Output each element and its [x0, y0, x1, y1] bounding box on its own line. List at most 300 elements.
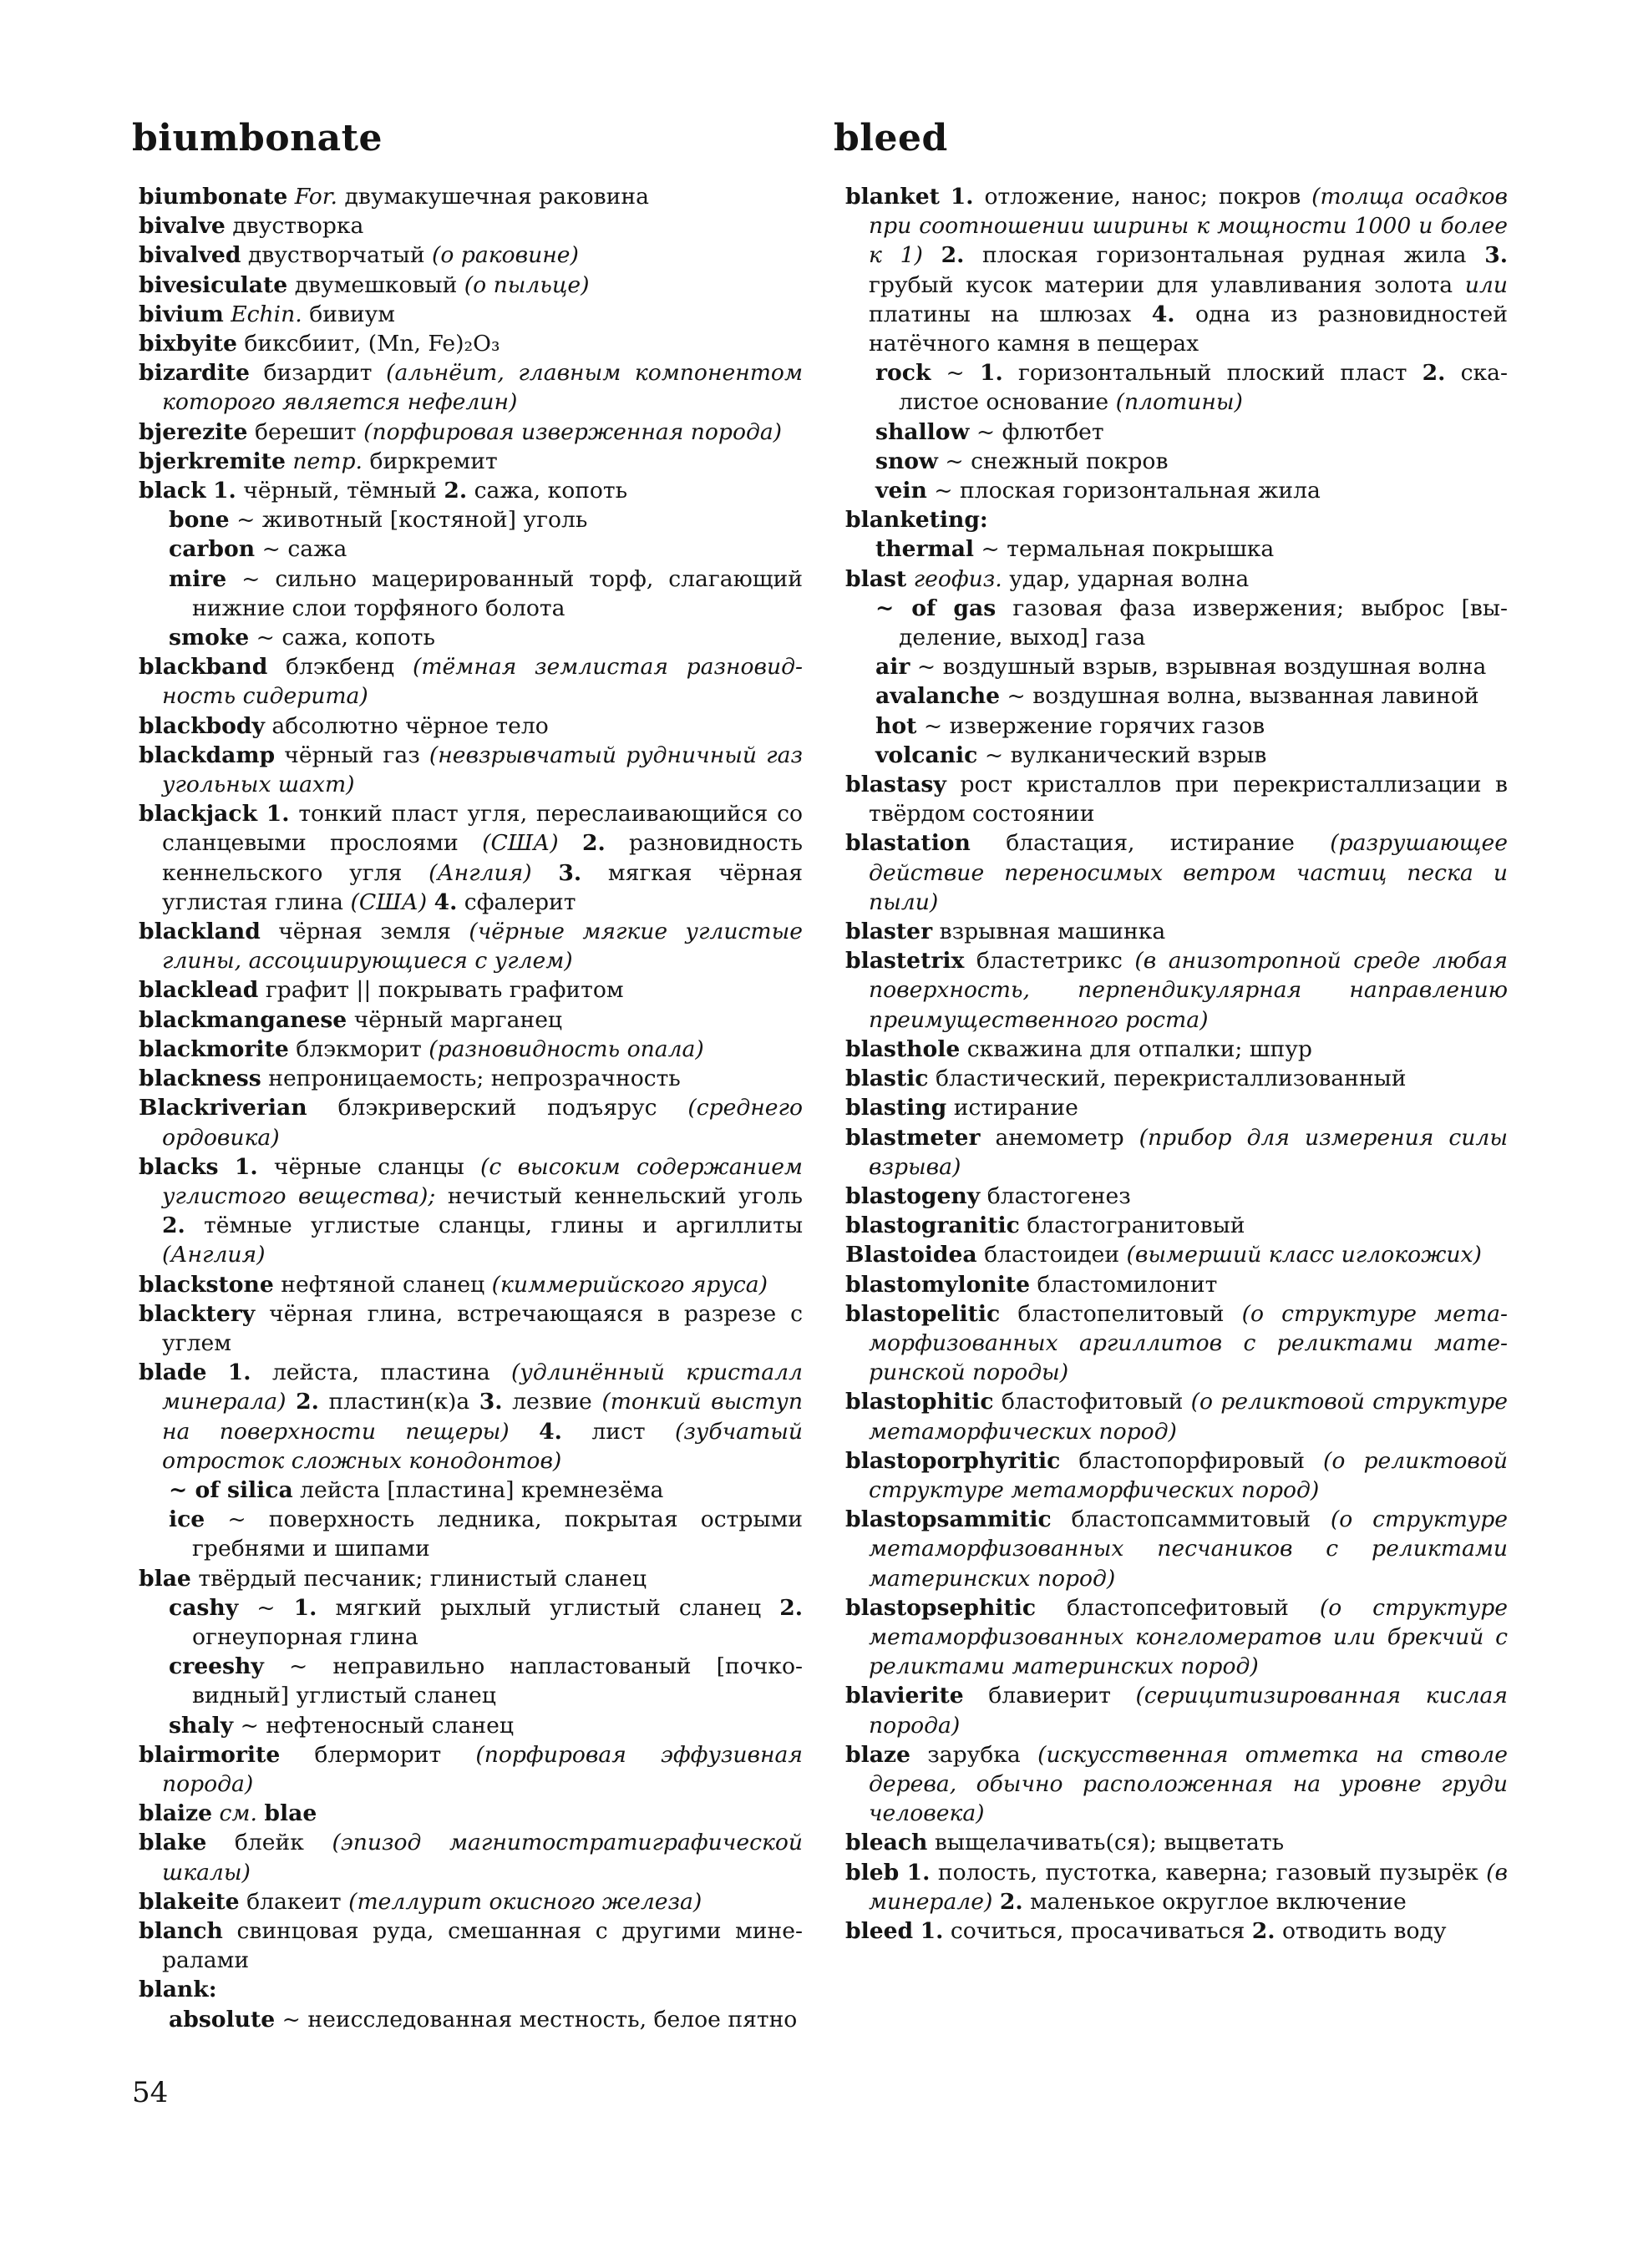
sense-number: 1. [227, 1359, 251, 1386]
dictionary-entry [139, 1299, 803, 1358]
gloss-note: (о реликтовой структуре метаморфических пород) [869, 1447, 1508, 1503]
dictionary-entry [845, 1387, 1508, 1445]
dictionary-entry [845, 770, 1508, 828]
headword: blae [139, 1565, 191, 1592]
sense-number: 1. [920, 1917, 944, 1944]
dictionary-entry [139, 300, 803, 329]
dictionary-entry [139, 1093, 803, 1152]
sense-number: 2. [941, 242, 965, 269]
headword: bivalve [139, 213, 226, 240]
headword: blackmanganese [139, 1006, 347, 1033]
headword: blairmorite [139, 1741, 281, 1768]
headword: blanketing: [845, 507, 988, 534]
headword: bizardite [139, 360, 250, 387]
dictionary-entry [139, 1035, 803, 1064]
headword: blackmorite [139, 1035, 289, 1062]
headword: blaze [845, 1741, 910, 1768]
definition-text: ~ сажа, копоть [256, 625, 435, 651]
definition-text: двустворчатый [247, 242, 425, 269]
gloss-note: (в минерале) [869, 1859, 1508, 1915]
dictionary-entry [845, 1858, 1508, 1916]
headword: blanket [845, 184, 940, 210]
subentry [845, 594, 1508, 652]
dictionary-entry [139, 1828, 803, 1886]
headword: blastetrix [845, 948, 965, 975]
gloss-note: For. [294, 184, 338, 210]
definition-text: бластогенез [986, 1182, 1131, 1209]
sense-number: 3. [479, 1389, 503, 1415]
gloss-note: (разрушающее действие переносимых ветром частиц песка и пыли) [869, 830, 1508, 915]
subentry [845, 711, 1508, 741]
gloss-note: см. [219, 1800, 257, 1827]
definition-text: ~ термальная покрышка [981, 536, 1275, 563]
dictionary-entry [845, 1240, 1508, 1269]
sense-number: 2. [581, 830, 606, 857]
dictionary-entry [139, 358, 803, 417]
headword: snow [875, 448, 938, 474]
headword: blacktery [139, 1300, 256, 1327]
headword: blastopelitic [845, 1300, 1001, 1327]
headword: blackbody [139, 712, 265, 739]
definition-text: чёрный газ [284, 742, 420, 768]
dictionary-entry [845, 1446, 1508, 1505]
definition-text: ~ снежный покров [945, 448, 1169, 474]
definition-text: тонкий пласт угля, переслаивающийся со сланцевыми прослоями [162, 801, 803, 857]
definition-text: блэкбенд [286, 654, 395, 681]
definition-text: мягкий рыхлый углистый сланец [335, 1594, 762, 1621]
headword: blastasy [845, 772, 946, 798]
sense-number: blae [264, 1800, 317, 1827]
dictionary-entry [139, 1270, 803, 1299]
definition-text: рост кристаллов при перекристаллизации в твёрдом состоянии [869, 772, 1508, 828]
dictionary-entry [139, 418, 803, 447]
gloss-note: (чёрные мягкие углистые глины, ассоциирующиеся с углем) [162, 919, 803, 975]
definition-text: горизонтальный плоский пласт [1017, 360, 1407, 387]
gloss-note: (Англия) [162, 1242, 266, 1268]
gloss-note: (зубчатый отросток сложных конодонтов) [162, 1418, 803, 1474]
definition-text: ~ сажа [261, 536, 347, 563]
headword: blacks [139, 1153, 219, 1180]
subentry [845, 681, 1508, 711]
definition-text: ~ неисследованная местность, белое пятно [281, 2006, 798, 2033]
dictionary-entry [845, 1064, 1508, 1093]
definition-text: чёрные сланцы [273, 1153, 464, 1180]
definition-text: берешит [254, 418, 357, 445]
headword: blake [139, 1830, 207, 1856]
definition-text: бластация, истирание [1006, 830, 1295, 857]
headword: cashy [169, 1594, 239, 1621]
headword: blastophitic [845, 1389, 994, 1415]
dictionary-entry [845, 1740, 1508, 1829]
subentry [845, 741, 1508, 770]
dictionary-entry [845, 1916, 1508, 1946]
headword: blakeite [139, 1888, 240, 1915]
definition-text: плоская горизонтальная рудная жила [982, 242, 1467, 269]
sense-number: 2. [1422, 360, 1446, 387]
gloss-note: (альнёит, главным компонентом которого является нефелин) [162, 360, 803, 416]
dictionary-entry [139, 447, 803, 476]
headword: bleed [845, 1917, 914, 1944]
headword: blastmeter [845, 1124, 981, 1151]
dictionary-entry [139, 182, 803, 211]
dictionary-entry [139, 329, 803, 358]
gloss-note: (среднего ордовика) [162, 1095, 803, 1151]
gloss-note: (о раковине) [432, 242, 579, 269]
definition-text: бластопорфировый [1078, 1447, 1305, 1474]
definition-text: бластоидеи [984, 1242, 1120, 1268]
dictionary-entry [845, 1035, 1508, 1064]
definition-text: непроницаемость; непрозрачность [268, 1066, 681, 1092]
headword: blackband [139, 654, 268, 681]
definition-text: графит || покрывать графитом [265, 977, 624, 1004]
dictionary-entry [845, 946, 1508, 1035]
definition-text: скалистое основание [899, 360, 1508, 416]
definition-text: мягкая чёрная углистая глина [162, 859, 803, 915]
subentry [845, 358, 1508, 417]
headword: avalanche [875, 683, 1001, 710]
headword: biumbonate [139, 184, 288, 210]
sense-number: 2. [162, 1212, 185, 1239]
dictionary-entry [845, 1593, 1508, 1682]
definition-text: бластопсефитовый [1066, 1594, 1289, 1621]
sense-number: 2. [1251, 1917, 1276, 1944]
definition-text: бивиум [309, 301, 395, 327]
headword: vein [875, 478, 927, 504]
definition-text: двустворка [232, 213, 364, 240]
sense-number: 1. [266, 801, 290, 828]
definition-text: бластогранитовый [1027, 1212, 1245, 1239]
definition-text: абсолютно чёрное тело [271, 712, 549, 739]
headword: blasthole [845, 1035, 961, 1062]
subentry [139, 1593, 803, 1652]
definition-text: пластин(к)а [328, 1389, 470, 1415]
definition-text: анемометр [995, 1124, 1124, 1151]
dictionary-entry [139, 799, 803, 917]
gloss-note: (теллурит окисного железа) [348, 1888, 702, 1915]
definition-text: ~ [256, 1594, 276, 1621]
definition-text: биркремит [369, 448, 498, 474]
definition-text: ~ извержение горячих газов [923, 712, 1265, 739]
headword: blank: [139, 1977, 217, 2003]
definition-text: удар, ударная волна [1009, 565, 1250, 592]
headword: bone [169, 507, 230, 534]
gloss-note: (порфировая эффузивная порода) [162, 1741, 803, 1797]
headword: bleach [845, 1830, 928, 1856]
definition-text: двумакушечная раковина [344, 184, 649, 210]
sense-number: 4. [539, 1418, 562, 1445]
gloss-note: (в анизотропной среде любая поверхность, перпендикулярная направлению преимущественного роста) [869, 948, 1508, 1033]
definition-text: выщелачивать(ся); выцветать [934, 1830, 1285, 1856]
dictionary-entry [845, 828, 1508, 917]
definition-text: разновидность кеннельского угля [162, 830, 803, 886]
dictionary-entry [139, 1005, 803, 1035]
dictionary-entry [845, 1123, 1508, 1182]
headword: carbon [169, 536, 256, 563]
sense-number: 2. [999, 1888, 1023, 1915]
headword: bleb [845, 1859, 900, 1886]
headword: absolute [169, 2006, 276, 2033]
gloss-note: (тонкий выступ на поверхности пещеры) [162, 1389, 803, 1445]
definition-text: чёрная глина, встречающаяся в разрезе с углем [162, 1300, 803, 1356]
subentry [139, 534, 803, 564]
sense-number: 1. [213, 478, 236, 504]
dictionary-entry [845, 182, 1508, 358]
sense-number: 2. [296, 1389, 319, 1415]
dictionary-entry [139, 1564, 803, 1593]
dictionary-entry [845, 917, 1508, 946]
dictionary-entry [139, 1975, 803, 2004]
gloss-note: (о реликтовой структуре метаморфических пород) [869, 1389, 1508, 1445]
sense-number: 3. [1484, 242, 1508, 269]
headword: Blastoidea [845, 1242, 977, 1268]
subentry [139, 1652, 803, 1710]
dictionary-entry [845, 1828, 1508, 1857]
headword: bjerkremite [139, 448, 286, 474]
dictionary-entry [139, 741, 803, 799]
definition-text: истирание [953, 1095, 1078, 1121]
headword: Blackriverian [139, 1095, 307, 1121]
dictionary-entry [845, 1505, 1508, 1593]
subentry [845, 447, 1508, 476]
headword: blaster [845, 919, 933, 945]
gloss-note: (искусственная отметка на стволе дерева, обычно расположенная на уровне груди человека) [869, 1741, 1508, 1827]
definition-text: ~ [946, 360, 965, 387]
gloss-note: (прибор для измерения силы взрыва) [869, 1124, 1508, 1180]
subentry [845, 534, 1508, 564]
headword: blastopsephitic [845, 1594, 1037, 1621]
gloss-note: (удлинённый кристалл минерала) [162, 1359, 803, 1415]
subentry [845, 476, 1508, 505]
definition-text: ~ воздушная волна, вызванная лавиной [1007, 683, 1479, 710]
dictionary-entry [845, 564, 1508, 594]
headword: blastogeny [845, 1182, 981, 1209]
running-head-right: bleed [834, 117, 948, 159]
gloss-note: (Англия) [429, 859, 532, 886]
sense-number: 1. [293, 1594, 317, 1621]
definition-text: бластомилонит [1037, 1271, 1218, 1298]
dictionary-entry [845, 505, 1508, 534]
definition-text: ~ воздушный взрыв, взрывная воздушная волна [916, 654, 1487, 681]
headword: blackness [139, 1066, 261, 1092]
dictionary-entry [139, 711, 803, 741]
headword: blavierite [845, 1683, 964, 1709]
headword: black [139, 478, 206, 504]
subentry [845, 652, 1508, 681]
headword: bjerezite [139, 418, 248, 445]
sense-number: 1. [950, 184, 974, 210]
definition-text: ~ поверхность ледника, покрытая острыми гребнями и шипами [192, 1506, 803, 1562]
definition-text: чёрный марганец [353, 1006, 563, 1033]
headword: hot [875, 712, 917, 739]
gloss-note: (о структуре метаморфизованных песчаников с реликтами материнских пород) [869, 1506, 1508, 1592]
gloss-note: (о структуре метаморфизованных аргиллитов с реликтами материнской породы) [869, 1300, 1508, 1386]
gloss-note: (плотины) [1115, 389, 1243, 416]
definition-text: блавиерит [988, 1683, 1111, 1709]
headword: shaly [169, 1712, 234, 1739]
sense-number: 1. [906, 1859, 931, 1886]
definition-text: отложение, нанос; покров [984, 184, 1301, 210]
dictionary-entry [139, 476, 803, 505]
headword: blaize [139, 1800, 213, 1827]
gloss-note: (толща осадков при соотношении ширины к мощности 1000 и более к 1) [869, 184, 1508, 269]
definition-text: ~ флютбет [976, 418, 1104, 445]
sense-number: 1. [980, 360, 1003, 387]
headword: blackjack [139, 801, 258, 828]
definition-text: нефтяной сланец [281, 1271, 485, 1298]
gloss-note: (о структуре метаморфизованных конгломератов или брекчий с реликтами материнских пород) [869, 1594, 1508, 1680]
sense-number: 3. [558, 859, 582, 886]
gloss-note: (киммерийского яруса) [491, 1271, 768, 1298]
dictionary-entry [845, 1182, 1508, 1211]
subentry [139, 564, 803, 623]
definition-text: грубый кусок материи для улавливания золота [869, 271, 1453, 298]
definition-text: ~ неправильно напластованый [почковидный] углистый сланец [192, 1653, 803, 1709]
headword: shallow [875, 418, 970, 445]
right-column [845, 182, 1508, 1946]
gloss-note: (тёмная землистая разновидность сидерита) [162, 654, 803, 710]
definition-text: двумешковый [294, 271, 458, 298]
dictionary-entry [139, 975, 803, 1005]
definition-text: бизардит [263, 360, 373, 387]
headword: bivalved [139, 242, 241, 269]
definition-text: ~ сильно мацерированный торф, слагающий нижние слои торфяного болота [192, 565, 803, 621]
headword: blackstone [139, 1271, 274, 1298]
dictionary-entry [139, 1740, 803, 1799]
definition-text: лист [591, 1418, 646, 1445]
dictionary-entry [139, 1358, 803, 1476]
definition-text: биксбиит, (Mn, Fe)₂O₃ [244, 331, 500, 357]
definition-text: платины на шлюзах [869, 301, 1132, 327]
definition-text: взрывная машинка [939, 919, 1166, 945]
headword: volcanic [875, 742, 978, 768]
definition-text: бластический, перекристаллизованный [935, 1066, 1407, 1092]
running-head-left: biumbonate [132, 117, 383, 159]
definition-text: скважина для отпалки; шпур [966, 1035, 1312, 1062]
sense-number: 4. [1151, 301, 1175, 327]
dictionary-entry [139, 1064, 803, 1093]
definition-text: бластетрикс [976, 948, 1123, 975]
definition-text: блерморит [314, 1741, 442, 1768]
sense-number: 4. [434, 888, 458, 915]
headword: mire [169, 565, 227, 592]
headword: rock [875, 360, 931, 387]
headword: blanch [139, 1917, 223, 1944]
subentry [139, 623, 803, 652]
headword: blacklead [139, 977, 259, 1004]
sense-number: 1. [234, 1153, 258, 1180]
subentry [139, 2005, 803, 2034]
definition-text: лейста [пластина] кремнезёма [300, 1476, 664, 1503]
definition-text: свинцовая руда, смешанная с другими минералами [162, 1917, 803, 1974]
headword: ~ of silica [169, 1476, 293, 1503]
sense-number: 2. [444, 478, 468, 504]
headword: blackland [139, 919, 261, 945]
gloss-note: (серицитизированная кислая порода) [869, 1683, 1508, 1739]
dictionary-entry [139, 652, 803, 711]
headword: ~ of gas [875, 595, 997, 621]
gloss-note: Echin. [231, 301, 302, 327]
subentry [845, 418, 1508, 447]
definition-text: блейк [234, 1830, 304, 1856]
gloss-note: или [1464, 271, 1508, 298]
definition-text: огнеупорная глина [192, 1623, 418, 1650]
definition-text: чёрный, тёмный [243, 478, 437, 504]
gloss-note: (эпизод магнитостратиграфической шкалы) [162, 1830, 803, 1886]
definition-text: газовая фаза извержения; выброс [выделение, выход] газа [899, 595, 1508, 651]
dictionary-entry [139, 211, 803, 240]
definition-text: чёрная земля [278, 919, 451, 945]
gloss-note: (США) [350, 888, 428, 915]
definition-text: твёрдый песчаник; глинистый сланец [198, 1565, 647, 1592]
subentry [139, 1711, 803, 1740]
definition-text: лезвие [512, 1389, 592, 1415]
dictionary-entry [845, 1681, 1508, 1739]
definition-text: ~ вулканический взрыв [984, 742, 1267, 768]
headword: ice [169, 1506, 205, 1533]
definition-text: блэкморит [296, 1035, 422, 1062]
gloss-note: (о пыльце) [464, 271, 590, 298]
headword: blastic [845, 1066, 929, 1092]
dictionary-entry [845, 1270, 1508, 1299]
headword: bixbyite [139, 331, 237, 357]
dictionary-entry [139, 1152, 803, 1270]
headword: thermal [875, 536, 975, 563]
dictionary-entry [139, 1799, 803, 1828]
headword: blastoporphyritic [845, 1447, 1061, 1474]
definition-text: бластопелитовый [1017, 1300, 1225, 1327]
headword: blade [139, 1359, 207, 1386]
dictionary-entry [139, 271, 803, 300]
gloss-note: (разновидность опала) [429, 1035, 704, 1062]
definition-text: блэкриверский подъярус [337, 1095, 657, 1121]
gloss-note: геофиз. [913, 565, 1002, 592]
headword: bivium [139, 301, 224, 327]
definition-text: нечистый кеннельский уголь [447, 1182, 803, 1209]
definition-text: зарубка [927, 1741, 1021, 1768]
headword: blastomylonite [845, 1271, 1030, 1298]
left-column [139, 182, 803, 2034]
definition-text: маленькое округлое включение [1030, 1888, 1407, 1915]
definition-text: одна из разновидностей натёчного камня в пещерах [869, 301, 1508, 357]
definition-text: сочиться, просачиваться [950, 1917, 1245, 1944]
dictionary-entry [139, 1887, 803, 1916]
definition-text: отводить воду [1282, 1917, 1447, 1944]
headword: blastogranitic [845, 1212, 1020, 1239]
headword: blasting [845, 1095, 947, 1121]
definition-text: ~ нефтеносный сланец [240, 1712, 514, 1739]
definition-text: тёмные углистые сланцы, глины и аргиллиты [204, 1212, 803, 1239]
definition-text: полость, пустотка, каверна; газовый пузырёк [937, 1859, 1478, 1886]
dictionary-entry [139, 917, 803, 975]
definition-text: бластопсаммитовый [1071, 1506, 1311, 1533]
dictionary-entry [845, 1299, 1508, 1388]
dictionary-entry [139, 1916, 803, 1975]
page-number: 54 [132, 2076, 169, 2109]
definition-text: сажа, копоть [474, 478, 628, 504]
subentry [139, 1476, 803, 1505]
headword: bivesiculate [139, 271, 288, 298]
subentry [139, 1505, 803, 1563]
gloss-note: (порфировая изверженная порода) [363, 418, 783, 445]
headword: blastation [845, 830, 971, 857]
headword: blast [845, 565, 907, 592]
definition-text: бластофитовый [1001, 1389, 1184, 1415]
gloss-note: (с высоким содержанием углистого вещества); [162, 1153, 803, 1209]
gloss-note: (невзрывчатый рудничный газ угольных шахт) [162, 742, 803, 798]
definition-text: блакеит [246, 1888, 342, 1915]
headword: blackdamp [139, 742, 276, 768]
headword: creeshy [169, 1653, 264, 1680]
